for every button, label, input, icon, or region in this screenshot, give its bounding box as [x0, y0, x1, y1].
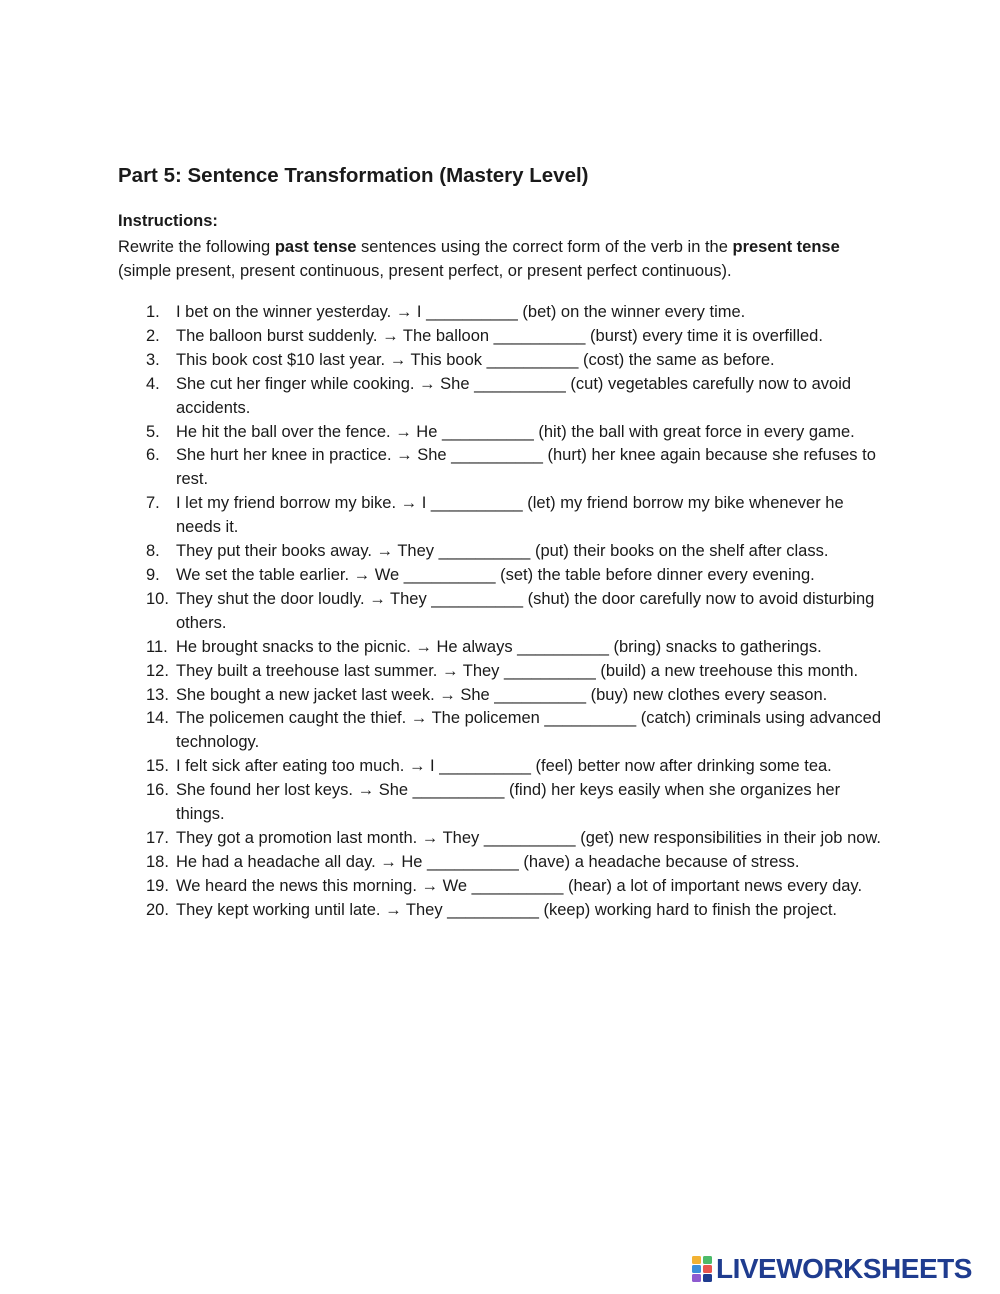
item-text: She bought a new jacket last week. → She __________ (buy) new clothes every season.: [176, 685, 828, 704]
list-item: [146, 899, 886, 923]
list-item: [146, 588, 886, 636]
item-text: She found her lost keys. → She __________ (find) her keys easily when she organizes her things.: [176, 781, 841, 824]
item-number: 7.: [146, 494, 160, 513]
item-number: 3.: [146, 350, 160, 369]
item-text: She hurt her knee in practice. → She __________ (hurt) her knee again because she refuses to rest.: [176, 446, 876, 489]
item-number: 20.: [146, 900, 169, 919]
instructions-bold-past-tense: past tense: [274, 238, 357, 256]
item-text: He hit the ball over the fence. → He __________ (hit) the ball with great force in every game.: [176, 422, 855, 441]
list-item: [146, 421, 886, 445]
item-number: 15.: [146, 757, 169, 776]
item-number: 9.: [146, 565, 160, 584]
item-number: 18.: [146, 852, 169, 871]
item-text: They shut the door loudly. → They __________ (shut) the door carefully now to avoid disturbing others.: [176, 589, 875, 632]
instructions-heading: Instructions:: [118, 212, 218, 230]
list-item: [146, 827, 886, 851]
item-number: 10.: [146, 589, 169, 608]
logo-text: LIVEWORKSHEETS: [716, 1253, 972, 1284]
instructions-text-part: (simple present, present continuous, present perfect, or present perfect continuous).: [118, 262, 732, 280]
list-item: [146, 492, 886, 540]
item-text: I let my friend borrow my bike. → I __________ (let) my friend borrow my bike whenever he needs it.: [176, 494, 844, 537]
list-item: [146, 851, 886, 875]
item-text: We heard the news this morning. → We __________ (hear) a lot of important news every day.: [176, 876, 863, 895]
list-item: [146, 707, 886, 755]
item-number: 12.: [146, 661, 169, 680]
list-item: [146, 564, 886, 588]
item-number: 19.: [146, 876, 169, 895]
exercise-list: [146, 301, 886, 923]
item-text: He brought snacks to the picnic. → He always __________ (bring) snacks to gatherings.: [176, 637, 822, 656]
item-text: They built a treehouse last summer. → They __________ (build) a new treehouse this month.: [176, 661, 859, 680]
page-title: Part 5: Sentence Transformation (Mastery Level): [118, 164, 589, 187]
list-item: [146, 755, 886, 779]
item-text: This book cost $10 last year. → This book __________ (cost) the same as before.: [176, 350, 775, 369]
item-number: 4.: [146, 374, 160, 393]
instructions-bold-present-tense: present tense: [732, 238, 840, 256]
item-text: They got a promotion last month. → They __________ (get) new responsibilities in their job now.: [176, 828, 882, 847]
item-number: 16.: [146, 781, 169, 800]
item-number: 1.: [146, 303, 160, 321]
instructions-text-part: sentences using the correct form of the verb in the: [356, 238, 733, 256]
item-number: 13.: [146, 685, 169, 704]
item-number: 8.: [146, 542, 160, 561]
list-item: [146, 660, 886, 684]
item-number: 11.: [146, 637, 168, 656]
list-item: [146, 444, 886, 492]
liveworksheets-logo[interactable]: [692, 1253, 972, 1285]
item-text: I bet on the winner yesterday. → I __________ (bet) on the winner every time.: [176, 303, 746, 321]
item-number: 6.: [146, 446, 160, 465]
list-item: [146, 779, 886, 827]
list-item: [146, 349, 886, 373]
item-text: He had a headache all day. → He __________ (have) a headache because of stress.: [176, 852, 800, 871]
item-number: 17.: [146, 828, 169, 847]
item-number: 2.: [146, 326, 160, 345]
list-item: [146, 636, 886, 660]
list-item: [146, 373, 886, 421]
list-item: [146, 325, 886, 349]
item-text: They kept working until late. → They __________ (keep) working hard to finish the project.: [176, 900, 837, 919]
item-number: 14.: [146, 709, 169, 728]
item-text: We set the table earlier. → We __________ (set) the table before dinner every evening.: [176, 565, 815, 584]
liveworksheets-logo-icon: [692, 1256, 712, 1282]
list-item: [146, 684, 886, 708]
item-number: 5.: [146, 422, 160, 441]
item-text: She cut her finger while cooking. → She __________ (cut) vegetables carefully now to avoid accidents.: [176, 374, 852, 417]
item-text: The balloon burst suddenly. → The balloon __________ (burst) every time it is overfilled.: [176, 326, 823, 345]
list-item: [146, 301, 886, 325]
instructions-text: [118, 235, 878, 283]
item-text: The policemen caught the thief. → The policemen __________ (catch) criminals using advanced technology.: [176, 709, 882, 752]
list-item: [146, 540, 886, 564]
item-text: They put their books away. → They __________ (put) their books on the shelf after class.: [176, 542, 829, 561]
instructions-text-part: Rewrite the following: [118, 238, 275, 256]
item-text: I felt sick after eating too much. → I __________ (feel) better now after drinking some tea.: [176, 757, 832, 776]
list-item: [146, 875, 886, 899]
